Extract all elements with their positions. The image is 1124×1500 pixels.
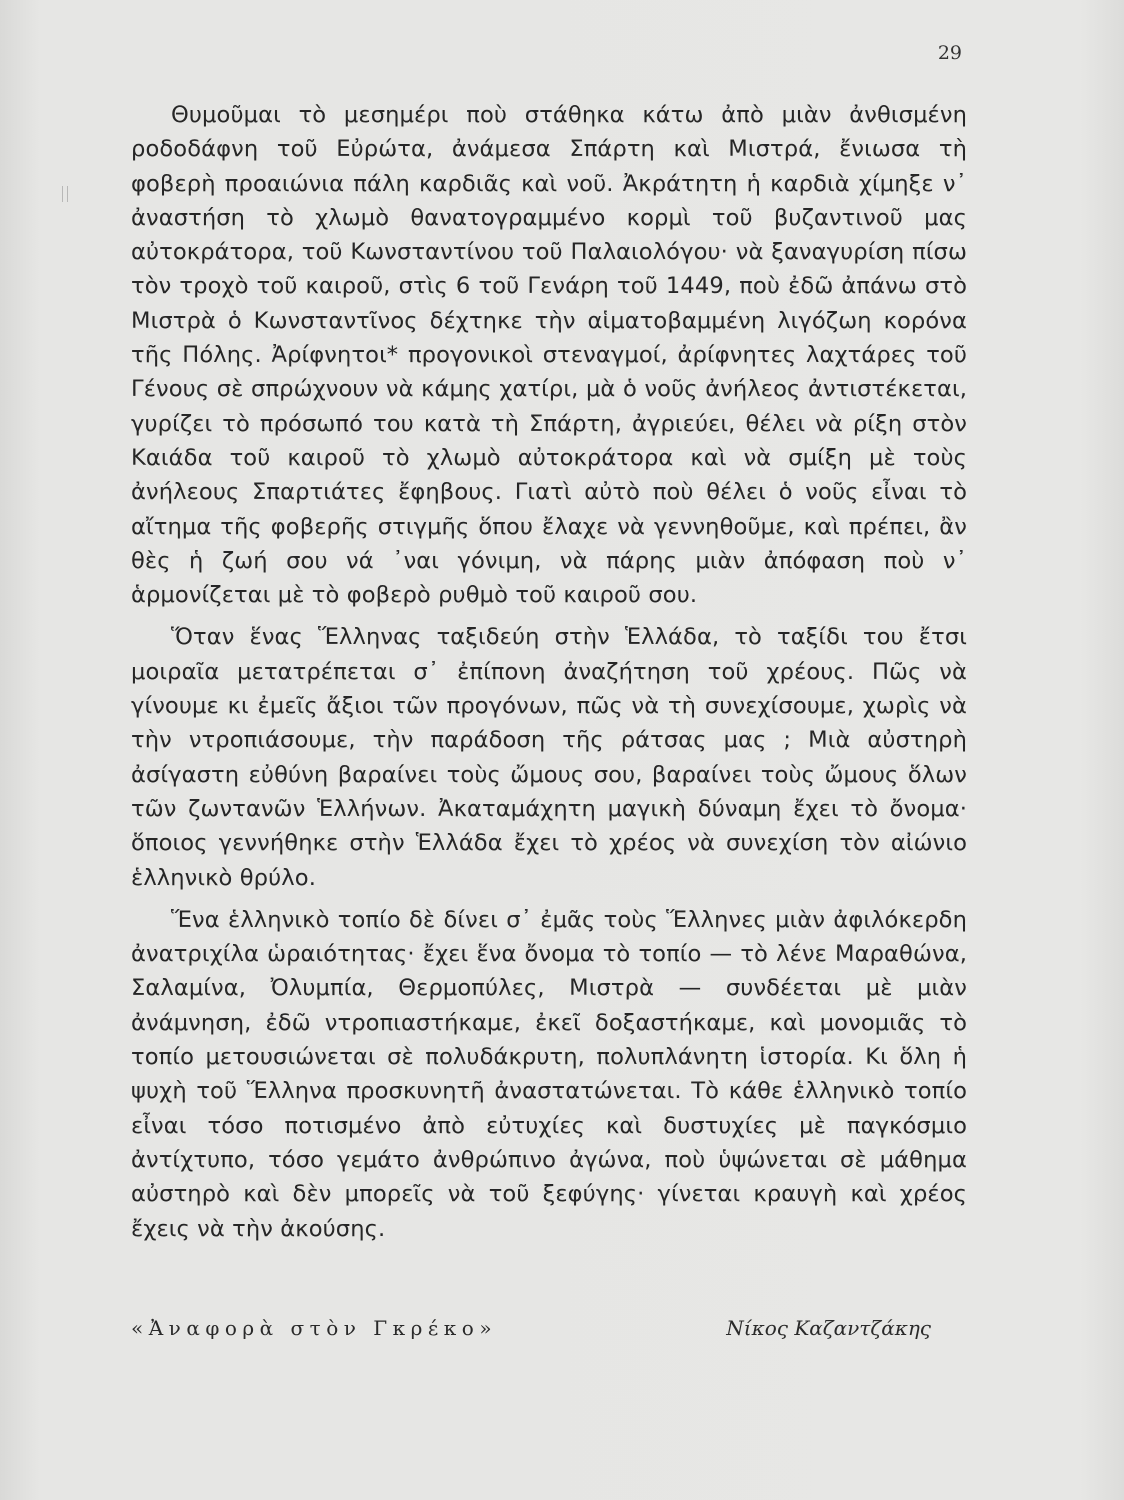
paragraph-3: Ἕνα ἑλληνικὸ τοπίο δὲ δίνει σ᾽ ἐμᾶς τοὺς Ἕλληνες μιὰν ἀφιλόκερδη ἀνατριχίλα ὡραιότητας· ἔχει ἕνα ὄνομα τὸ τοπίο — τὸ λένε Μαραθώνα, Σαλαμίνα, Ὀλυμπία, Θερμοπύλες, Μιστρὰ — συνδέεται μὲ μιὰν ἀνάμνηση, ἐδῶ ντροπιαστήκαμε, ἐκεῖ δοξαστήκαμε, καὶ μονομιᾶς τὸ τοπίο μετουσιώνεται σὲ πολυδάκρυτη, πολυπλάνητη ἱστορία. Κι ὅλη ἡ ψυχὴ τοῦ Ἕλληνα προσκυνητῆ ἀναστατώνεται. Τὸ κάθε ἑλληνικὸ τοπίο εἶναι τόσο ποτισμένο ἀπὸ εὐτυχίες καὶ δυστυχίες μὲ παγκόσμιο ἀντίχτυπο, τόσο γεμάτο ἀνθρώπινο ἀγώνα, ποὺ ὑψώνεται σὲ μάθημα αὐστηρὸ καὶ δὲν μπορεῖς νὰ τοῦ ξεφύγης· γίνεται κραυγὴ καὶ χρέος ἔχεις νὰ τὴν ἀκούσης. (131, 906, 967, 1242)
paragraph-1: Θυμοῦμαι τὸ μεσημέρι ποὺ στάθηκα κάτω ἀπὸ μιὰν ἀνθισμένη ροδοδάφνη τοῦ Εὐρώτα, ἀνάμεσα Σπάρτη καὶ Μιστρά, ἔνιωσα τὴ φοβερὴ προαιώνια πάλη καρδιᾶς καὶ νοῦ. Ἀκράτητη ἡ καρδιὰ χίμηξε ν᾽ ἀναστήση τὸ χλωμὸ θανατογραμμένο κορμὶ τοῦ βυζαντινοῦ μας αὐτοκράτορα, τοῦ Κωνσταντίνου τοῦ Παλαιολόγου· νὰ ξαναγυρίση πίσω τὸν τροχὸ τοῦ καιροῦ, στὶς 6 τοῦ Γενάρη τοῦ 1449, ποὺ ἐδῶ ἀπάνω στὸ Μιστρὰ ὁ Κωνσταντῖνος δέχτηκε τὴν αἱματοβαμμένη λιγόζωη κορόνα τῆς Πόλης. Ἀρίφνητοι* προγονικοὶ στεναγμοί, ἀρίφνητες λαχτάρες τοῦ Γένους σὲ σπρώχνουν νὰ κάμης χατίρι, μὰ ὁ νοῦς ἀνήλεος ἀντιστέκεται, γυρίζει τὸ πρόσωπό του κατὰ τὴ Σπάρτη, ἀγριεύει, θέλει νὰ ρίξη στὸν Καιάδα τοῦ καιροῦ τὸ χλωμὸ αὐτοκράτορα καὶ νὰ σμίξη μὲ τοὺς ἀνήλεους Σπαρτιάτες ἔφηβους. Γιατὶ αὐτὸ ποὺ θέλει ὁ νοῦς εἶναι τὸ αἴτημα τῆς φοβερῆς στιγμῆς ὅπου ἔλαχε νὰ γεννηθοῦμε, καὶ πρέπει, ἂν θὲς ἡ ζωή σου νά ᾽ναι γόνιμη, νὰ πάρης μιὰν ἀπόφαση ποὺ ν᾽ ἁρμονίζεται μὲ τὸ φοβερὸ ρυθμὸ τοῦ καιροῦ σου. (131, 102, 967, 609)
paragraph-2: Ὅταν ἕνας Ἕλληνας ταξιδεύη στὴν Ἑλλάδα, τὸ ταξίδι του ἔτσι μοιραῖα μετατρέπεται σ᾽ ἐπίπονη ἀναζήτηση τοῦ χρέους. Πῶς νὰ γίνουμε κι ἐμεῖς ἄξιοι τῶν προγόνων, πῶς νὰ τὴ συνεχίσουμε, χωρὶς νὰ τὴν ντροπιάσουμε, τὴν παράδοση τῆς ράτσας μας ; Μιὰ αὐστηρὴ ἀσίγαστη εὐθύνη βαραίνει τοὺς ὤμους σου, βαραίνει τοὺς ὤμους ὅλων τῶν ζωντανῶν Ἑλλήνων. Ἀκαταμάχητη μαγικὴ δύναμη ἔχει τὸ ὄνομα· ὅποιος γεννήθηκε στὴν Ἑλλάδα ἔχει τὸ χρέος νὰ συνεχίση τὸν αἰώνιο ἑλληνικὸ θρύλο. (131, 624, 967, 891)
source-title: «Ἀναφορὰ στὸν Γκρέκο» (131, 1316, 498, 1340)
page-number: 29 (937, 42, 962, 64)
author-name: Νίκος Καζαντζάκης (726, 1316, 931, 1340)
body-text (131, 98, 967, 1246)
margin-mark (62, 186, 68, 202)
citation-footer (131, 1316, 931, 1350)
